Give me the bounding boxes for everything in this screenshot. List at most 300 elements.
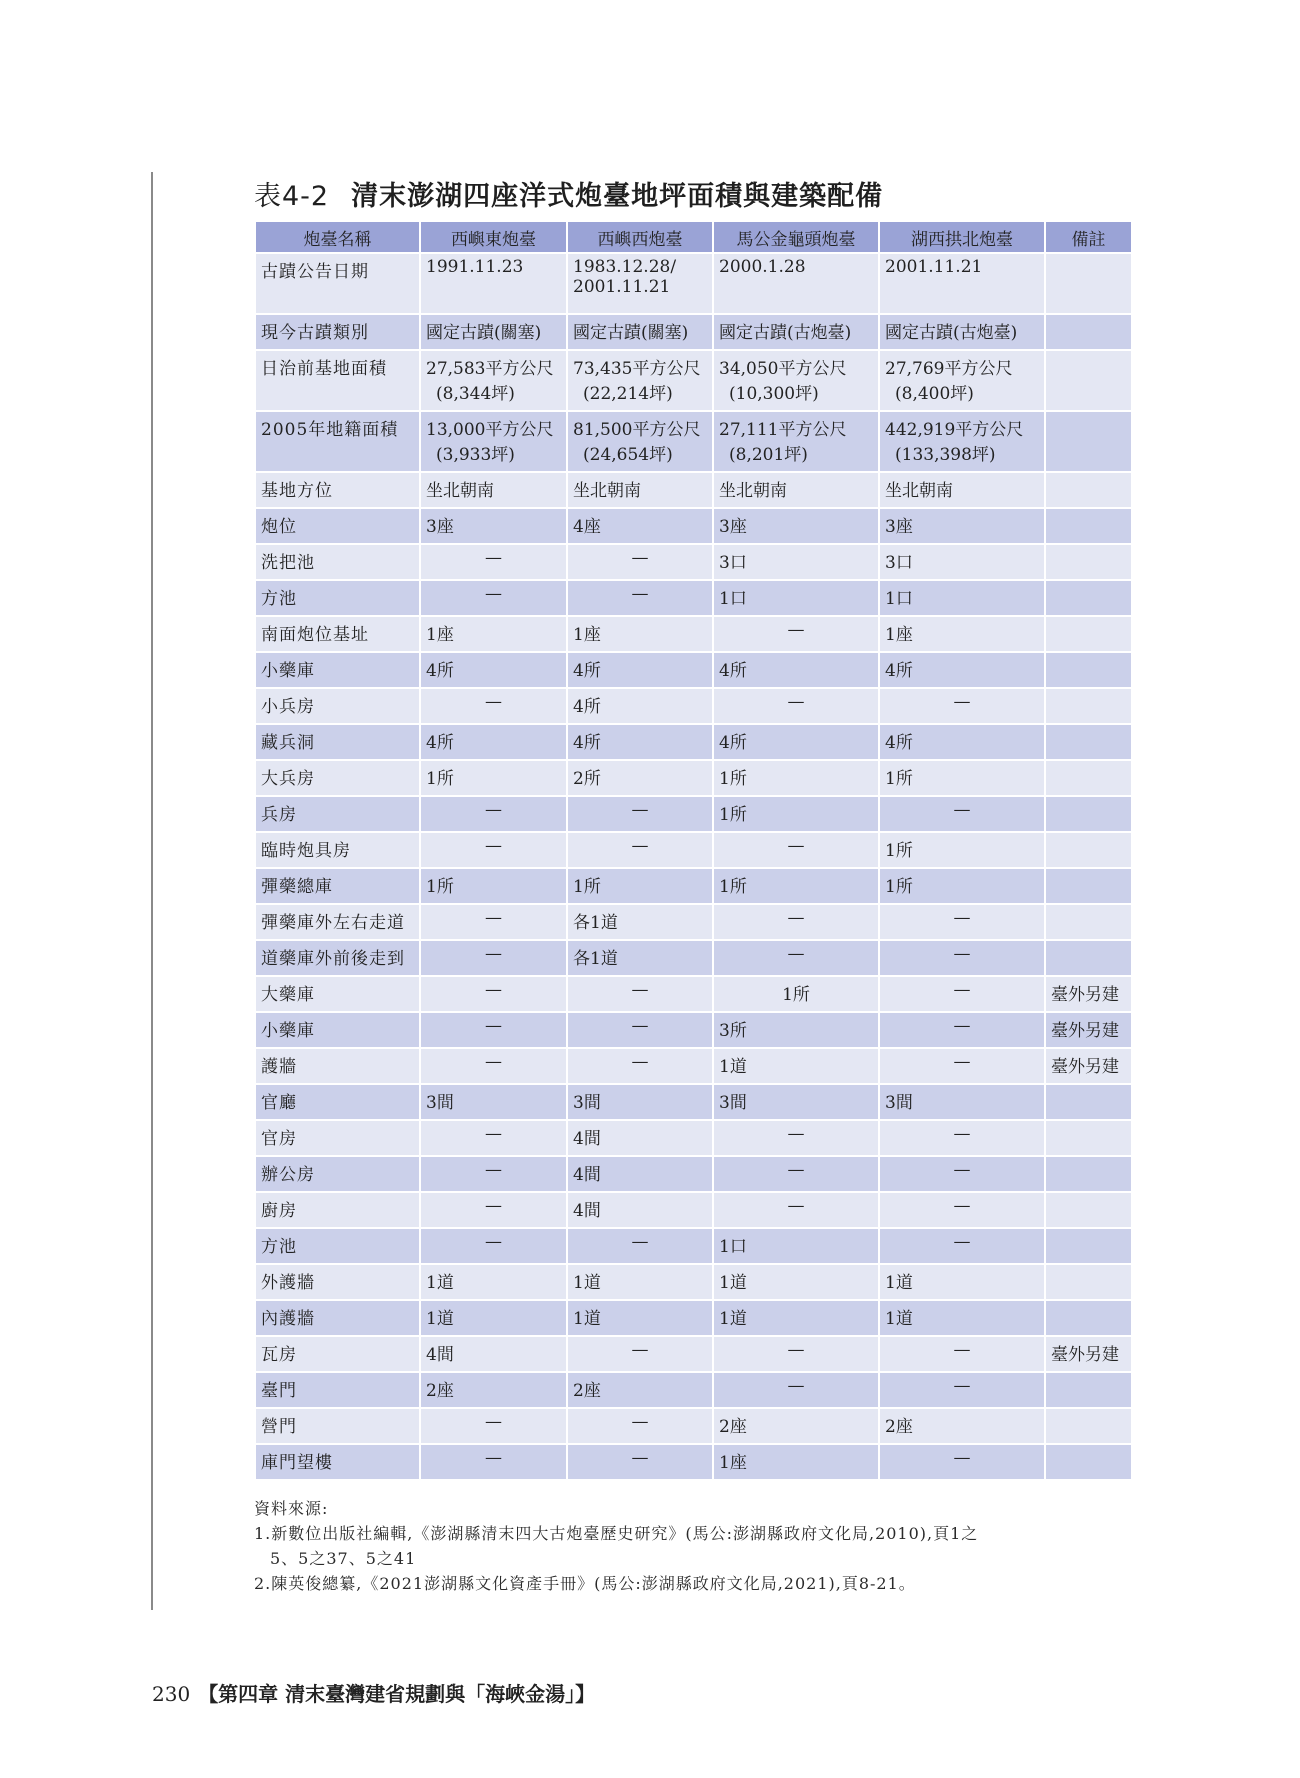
table-cell — [713, 253, 879, 314]
table-cell — [420, 314, 567, 350]
cell-text: — — [631, 1052, 649, 1072]
table-cell — [879, 616, 1045, 652]
row-label: 炮位 — [255, 508, 420, 544]
table-cell — [1045, 1048, 1132, 1084]
table-cell — [879, 508, 1045, 544]
table-cell — [420, 832, 567, 868]
cell-text: 1道 — [885, 1273, 913, 1293]
table-cell — [420, 544, 567, 580]
cell-text: 3間 — [573, 1093, 601, 1113]
table-cell — [1045, 580, 1132, 616]
table-cell — [567, 652, 713, 688]
table-cell — [713, 868, 879, 904]
table-cell — [879, 1372, 1045, 1408]
table-cell — [713, 1408, 879, 1444]
row-label: 官廳 — [255, 1084, 420, 1120]
table-cell — [420, 1264, 567, 1300]
table-cell — [567, 580, 713, 616]
table-cell — [713, 940, 879, 976]
table-cell — [1045, 1408, 1132, 1444]
table-cell — [879, 1012, 1045, 1048]
table-cell — [713, 1444, 879, 1480]
table-cell — [1045, 1228, 1132, 1264]
table-cell — [1045, 350, 1132, 411]
cell-text: 4間 — [573, 1165, 601, 1185]
cell-text: — — [953, 1124, 971, 1144]
table-cell — [879, 796, 1045, 832]
cell-text: 4間 — [573, 1201, 601, 1221]
table-cell — [1045, 904, 1132, 940]
cell-text: — — [787, 1196, 805, 1216]
table-cell — [420, 652, 567, 688]
cell-text: 1座 — [426, 625, 454, 645]
cell-text: — — [953, 1448, 971, 1468]
cell-text-line2: (24,654坪) — [583, 445, 673, 465]
table-row — [255, 1012, 1132, 1048]
cell-text: 3間 — [426, 1093, 454, 1113]
cell-text: 3口 — [885, 553, 913, 573]
table-cell — [1045, 1336, 1132, 1372]
table-cell — [713, 1228, 879, 1264]
table-row — [255, 1336, 1132, 1372]
table-cell — [420, 724, 567, 760]
row-label: 護牆 — [255, 1048, 420, 1084]
cell-text: — — [953, 944, 971, 964]
cell-text: 73,435平方公尺 — [573, 359, 701, 379]
table-cell — [713, 616, 879, 652]
table-cell — [420, 350, 567, 411]
cell-text: 1道 — [426, 1309, 454, 1329]
cell-text: 1道 — [719, 1057, 747, 1077]
table-row — [255, 544, 1132, 580]
table-cell — [1045, 1264, 1132, 1300]
table-cell — [567, 1012, 713, 1048]
table-cell — [1045, 544, 1132, 580]
table-cell — [567, 1156, 713, 1192]
table-cell — [879, 314, 1045, 350]
table-cell — [567, 1300, 713, 1336]
cell-text: — — [485, 836, 502, 856]
cell-text: — — [485, 584, 502, 604]
table-cell — [420, 904, 567, 940]
cell-text: 各1道 — [573, 913, 618, 933]
row-label: 瓦房 — [255, 1336, 420, 1372]
table-row — [255, 1048, 1132, 1084]
cell-text: 2000.1.28 — [719, 257, 806, 277]
cell-text: — — [953, 1376, 971, 1396]
row-label: 彈藥總庫 — [255, 868, 420, 904]
cell-text: — — [485, 980, 502, 1000]
cell-text-line2: (8,400坪) — [895, 384, 974, 404]
row-label: 現今古蹟類別 — [255, 314, 420, 350]
row-label: 2005年地籍面積 — [255, 411, 420, 472]
table-row — [255, 580, 1132, 616]
table-cell — [567, 1228, 713, 1264]
table-cell — [879, 688, 1045, 724]
cell-text: 1所 — [719, 877, 747, 897]
cell-text: — — [953, 980, 971, 1000]
table-cell — [420, 940, 567, 976]
fort-table — [254, 220, 1133, 1481]
table-cell — [420, 1048, 567, 1084]
table-cell — [567, 544, 713, 580]
cell-text: 3所 — [719, 1021, 747, 1041]
cell-text: — — [953, 908, 971, 928]
table-cell — [1045, 1012, 1132, 1048]
table-cell — [420, 1444, 567, 1480]
cell-text: — — [485, 1196, 502, 1216]
table-cell — [420, 1372, 567, 1408]
cell-text: 1座 — [573, 625, 601, 645]
table-cell — [879, 544, 1045, 580]
cell-text: 1道 — [719, 1273, 747, 1293]
cell-text: 臺外另建 — [1051, 1345, 1119, 1365]
cell-text: — — [631, 836, 649, 856]
cell-text-line2: 2001.11.21 — [573, 277, 671, 297]
cell-text: — — [631, 1016, 649, 1036]
margin-rule — [151, 172, 153, 1610]
table-cell — [567, 1048, 713, 1084]
cell-text: 2001.11.21 — [885, 257, 983, 277]
table-cell — [1045, 1300, 1132, 1336]
cell-text: — — [787, 1340, 805, 1360]
cell-text: 1口 — [719, 589, 747, 609]
row-label: 臺門 — [255, 1372, 420, 1408]
cell-text: — — [631, 1340, 649, 1360]
cell-text: — — [631, 584, 649, 604]
table-row — [255, 1264, 1132, 1300]
cell-text: — — [787, 1124, 805, 1144]
cell-text: 4所 — [573, 697, 601, 717]
cell-text: — — [631, 1232, 649, 1252]
cell-text: — — [631, 980, 649, 1000]
cell-text: 1所 — [885, 841, 913, 861]
table-cell — [879, 868, 1045, 904]
cell-text: 國定古蹟(關塞) — [573, 323, 689, 343]
cell-text: 3口 — [719, 553, 747, 573]
table-cell — [713, 1120, 879, 1156]
cell-text: — — [787, 620, 805, 640]
table-cell — [1045, 652, 1132, 688]
table-cell — [420, 1192, 567, 1228]
cell-text: 27,111平方公尺 — [719, 420, 847, 440]
table-cell — [713, 1156, 879, 1192]
cell-text: 442,919平方公尺 — [885, 420, 1024, 440]
table-cell — [420, 1336, 567, 1372]
row-label: 基地方位 — [255, 472, 420, 508]
table-row — [255, 868, 1132, 904]
table-cell — [713, 1264, 879, 1300]
cell-text: 4所 — [573, 733, 601, 753]
cell-text: 2座 — [719, 1417, 747, 1437]
table-cell — [567, 724, 713, 760]
row-label: 洗把池 — [255, 544, 420, 580]
row-label: 兵房 — [255, 796, 420, 832]
cell-text: 1道 — [885, 1309, 913, 1329]
table-cell — [1045, 1084, 1132, 1120]
cell-text-line2: (8,344坪) — [436, 384, 515, 404]
row-label: 方池 — [255, 580, 420, 616]
row-label: 庫門望樓 — [255, 1444, 420, 1480]
cell-text-line2: (8,201坪) — [729, 445, 808, 465]
table-cell — [420, 580, 567, 616]
table-cell — [420, 868, 567, 904]
table-cell — [879, 472, 1045, 508]
table-cell — [879, 1048, 1045, 1084]
row-label: 方池 — [255, 1228, 420, 1264]
sources-heading: 資料來源: — [254, 1499, 329, 1518]
row-label: 臨時炮具房 — [255, 832, 420, 868]
cell-text: — — [485, 1232, 502, 1252]
cell-text: — — [787, 944, 805, 964]
table-cell — [1045, 508, 1132, 544]
cell-text: 4所 — [885, 733, 913, 753]
table-row — [255, 940, 1132, 976]
table-cell — [567, 350, 713, 411]
table-row — [255, 688, 1132, 724]
cell-text: 1道 — [573, 1309, 601, 1329]
table-cell — [567, 1408, 713, 1444]
cell-text: — — [787, 692, 805, 712]
cell-text: 坐北朝南 — [719, 481, 787, 501]
table-cell — [713, 1336, 879, 1372]
sources-note — [254, 1496, 978, 1596]
cell-text: — — [485, 692, 502, 712]
table-cell — [1045, 314, 1132, 350]
row-label: 小藥庫 — [255, 652, 420, 688]
page-footer — [152, 1678, 595, 1707]
table-row — [255, 472, 1132, 508]
table-row — [255, 976, 1132, 1012]
table-row — [255, 1156, 1132, 1192]
table-cell — [713, 544, 879, 580]
source-item-1: 1.新數位出版社編輯,《澎湖縣清末四大古炮臺歷史研究》(馬公:澎湖縣政府文化局,2010),頁1之 — [254, 1524, 979, 1543]
row-label: 內護牆 — [255, 1300, 420, 1336]
source-item-2: 2.陳英俊總纂,《2021澎湖縣文化資產手冊》(馬公:澎湖縣政府文化局,2021),頁8-21。 — [254, 1574, 916, 1593]
cell-text: 坐北朝南 — [426, 481, 494, 501]
table-cell — [1045, 1192, 1132, 1228]
table-cell — [567, 940, 713, 976]
header-magong-jinguitou: 馬公金龜頭炮臺 — [713, 221, 879, 253]
table-cell — [1045, 760, 1132, 796]
cell-text: 34,050平方公尺 — [719, 359, 847, 379]
table-cell — [420, 688, 567, 724]
cell-text: 3間 — [719, 1093, 747, 1113]
row-label: 藏兵洞 — [255, 724, 420, 760]
table-row — [255, 508, 1132, 544]
table-cell — [420, 976, 567, 1012]
table-cell — [567, 868, 713, 904]
cell-text: — — [485, 1016, 502, 1036]
cell-text: 國定古蹟(古炮臺) — [885, 323, 1018, 343]
header-remarks: 備註 — [1045, 221, 1132, 253]
table-cell — [879, 1264, 1045, 1300]
cell-text: 3座 — [719, 517, 747, 537]
table-cell — [713, 1012, 879, 1048]
table-row — [255, 616, 1132, 652]
table-row — [255, 1408, 1132, 1444]
cell-text: 4所 — [426, 733, 454, 753]
cell-text: — — [953, 1340, 971, 1360]
cell-text: — — [953, 1160, 971, 1180]
table-cell — [420, 1012, 567, 1048]
table-cell — [879, 904, 1045, 940]
table-row — [255, 314, 1132, 350]
table-row — [255, 1372, 1132, 1408]
table-cell — [879, 1336, 1045, 1372]
table-row — [255, 411, 1132, 472]
row-label: 外護牆 — [255, 1264, 420, 1300]
cell-text: — — [485, 908, 502, 928]
cell-text: 1所 — [782, 985, 810, 1005]
cell-text: — — [953, 1016, 971, 1036]
table-cell — [420, 508, 567, 544]
table-cell — [567, 1192, 713, 1228]
cell-text-line2: (10,300坪) — [729, 384, 819, 404]
table-cell — [879, 411, 1045, 472]
table-cell — [1045, 472, 1132, 508]
table-cell — [567, 1264, 713, 1300]
table-cell — [713, 760, 879, 796]
table-row — [255, 760, 1132, 796]
cell-text: 2座 — [426, 1381, 454, 1401]
table-cell — [879, 580, 1045, 616]
table-cell — [879, 1192, 1045, 1228]
cell-text: 各1道 — [573, 949, 618, 969]
cell-text: — — [787, 908, 805, 928]
cell-text: 13,000平方公尺 — [426, 420, 554, 440]
row-label: 大藥庫 — [255, 976, 420, 1012]
cell-text: 臺外另建 — [1051, 985, 1119, 1005]
table-cell — [713, 472, 879, 508]
table-cell — [1045, 796, 1132, 832]
table-row — [255, 1300, 1132, 1336]
table-cell — [420, 472, 567, 508]
table-cell — [567, 1336, 713, 1372]
table-row — [255, 832, 1132, 868]
cell-text: 1道 — [573, 1273, 601, 1293]
table-cell — [1045, 1156, 1132, 1192]
table-cell — [879, 1156, 1045, 1192]
table-cell — [420, 1228, 567, 1264]
cell-text: 1所 — [426, 877, 454, 897]
cell-text: — — [631, 548, 649, 568]
cell-text-line2: (22,214坪) — [583, 384, 673, 404]
header-fort-name: 炮臺名稱 — [255, 221, 420, 253]
cell-text: 1983.12.28/ — [573, 257, 677, 277]
table-cell — [1045, 976, 1132, 1012]
table-cell — [879, 1084, 1045, 1120]
chapter-title: 【第四章 清末臺灣建省規劃與「海峽金湯」】 — [198, 1682, 596, 1706]
cell-text: — — [631, 1412, 649, 1432]
cell-text: 27,583平方公尺 — [426, 359, 554, 379]
cell-text: 4間 — [426, 1345, 454, 1365]
cell-text: 1座 — [719, 1453, 747, 1473]
header-huxi-gongbei: 湖西拱北炮臺 — [879, 221, 1045, 253]
table-cell — [879, 940, 1045, 976]
row-label: 南面炮位基址 — [255, 616, 420, 652]
cell-text: 1口 — [719, 1237, 747, 1257]
table-cell — [567, 760, 713, 796]
row-label: 日治前基地面積 — [255, 350, 420, 411]
cell-text: — — [953, 692, 971, 712]
table-cell — [879, 1228, 1045, 1264]
cell-text: — — [787, 1376, 805, 1396]
table-cell — [713, 724, 879, 760]
cell-text: 27,769平方公尺 — [885, 359, 1013, 379]
cell-text: — — [485, 1124, 502, 1144]
table-cell — [1045, 411, 1132, 472]
table-cell — [713, 1372, 879, 1408]
table-row — [255, 904, 1132, 940]
cell-text: 臺外另建 — [1051, 1021, 1119, 1041]
table-cell — [567, 1372, 713, 1408]
row-label: 小兵房 — [255, 688, 420, 724]
row-label: 大兵房 — [255, 760, 420, 796]
table-cell — [1045, 1444, 1132, 1480]
table-cell — [713, 580, 879, 616]
cell-text: 1所 — [719, 805, 747, 825]
source-item-1-cont: 5、5之37、5之41 — [270, 1549, 417, 1568]
table-number: 表4-2 — [254, 181, 330, 212]
table-cell — [879, 976, 1045, 1012]
cell-text: 坐北朝南 — [885, 481, 953, 501]
table-row — [255, 1120, 1132, 1156]
table-cell — [879, 724, 1045, 760]
table-cell — [567, 796, 713, 832]
table-title-text: 清末澎湖四座洋式炮臺地坪面積與建築配備 — [351, 181, 884, 212]
table-cell — [713, 1084, 879, 1120]
cell-text: 2座 — [885, 1417, 913, 1437]
table-title — [254, 174, 883, 214]
cell-text: 1口 — [885, 589, 913, 609]
table-cell — [713, 832, 879, 868]
row-label: 小藥庫 — [255, 1012, 420, 1048]
table-cell — [420, 1120, 567, 1156]
table-cell — [567, 616, 713, 652]
table-cell — [879, 1408, 1045, 1444]
cell-text: — — [953, 1196, 971, 1216]
cell-text: 81,500平方公尺 — [573, 420, 701, 440]
table-cell — [420, 1156, 567, 1192]
cell-text: 1所 — [719, 769, 747, 789]
table-cell — [567, 314, 713, 350]
table-cell — [420, 796, 567, 832]
table-cell — [1045, 724, 1132, 760]
cell-text: — — [631, 1448, 649, 1468]
row-label: 古蹟公告日期 — [255, 253, 420, 314]
cell-text: 3座 — [426, 517, 454, 537]
table-cell — [713, 1048, 879, 1084]
table-cell — [567, 1084, 713, 1120]
table-cell — [879, 652, 1045, 688]
table-header-row — [255, 221, 1132, 253]
cell-text: 4所 — [426, 661, 454, 681]
table-cell — [713, 350, 879, 411]
table-cell — [420, 253, 567, 314]
cell-text: — — [485, 548, 502, 568]
table-cell — [1045, 832, 1132, 868]
cell-text: 坐北朝南 — [573, 481, 641, 501]
table-cell — [1045, 1372, 1132, 1408]
cell-text: 國定古蹟(古炮臺) — [719, 323, 852, 343]
header-xiyu-west: 西嶼西炮臺 — [567, 221, 713, 253]
cell-text: — — [485, 944, 502, 964]
table-cell — [420, 616, 567, 652]
table-row — [255, 350, 1132, 411]
cell-text: — — [787, 1160, 805, 1180]
table-cell — [713, 904, 879, 940]
